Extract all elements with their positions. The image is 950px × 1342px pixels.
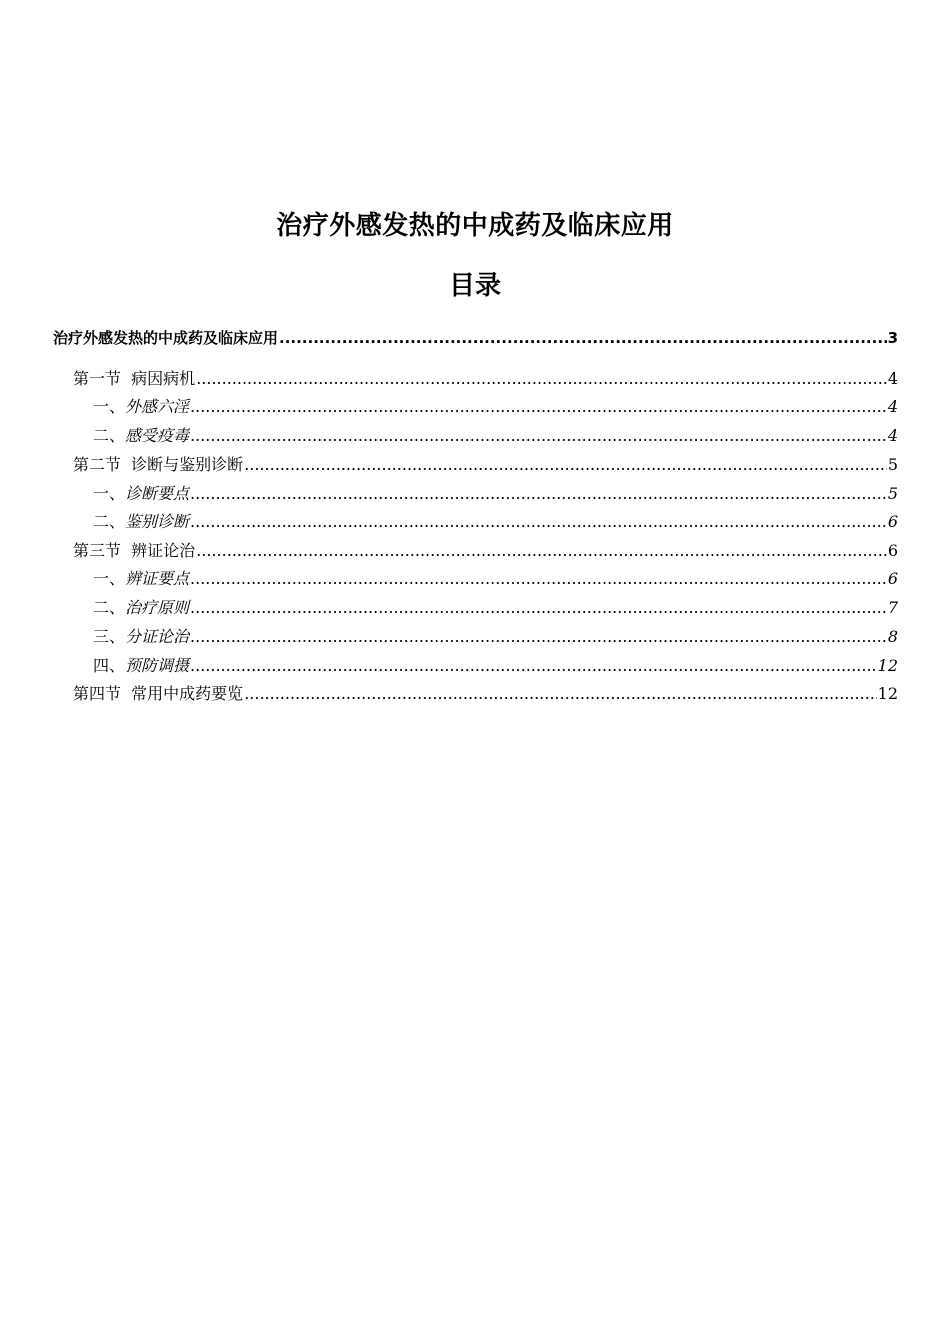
toc-entry-text: 预防调摄 xyxy=(125,656,190,675)
toc-entry-text: 鉴别诊断 xyxy=(125,512,190,531)
toc-entry-prefix: 三、 xyxy=(93,627,126,646)
toc-dot-leader xyxy=(196,369,887,389)
toc-entry-text: 外感六淫 xyxy=(125,397,190,416)
toc-entry-subsection[interactable] xyxy=(93,656,898,676)
toc-entry-subsection[interactable] xyxy=(93,484,898,504)
toc-entry-text: 辨证要点 xyxy=(125,569,190,588)
toc-entry-text: 分证论治 xyxy=(125,627,190,646)
toc-page-number: 12 xyxy=(877,684,898,703)
toc-entry-text: 第二节 诊断与鉴别诊断 xyxy=(73,455,244,474)
toc-entry-section[interactable] xyxy=(73,684,898,704)
toc-dot-leader xyxy=(190,656,877,676)
toc-dot-leader xyxy=(190,627,887,647)
toc-dot-leader xyxy=(190,598,887,618)
document-title: 治疗外感发热的中成药及临床应用 xyxy=(276,211,674,241)
toc-entry-section[interactable] xyxy=(73,369,898,389)
toc-entry-text: 第一节 病因病机 xyxy=(73,369,196,388)
toc-entry-text: 感受疫毒 xyxy=(125,426,190,445)
toc-page-number: 7 xyxy=(887,598,898,617)
toc-page-number: 6 xyxy=(887,541,898,560)
toc-dot-leader xyxy=(244,684,876,704)
toc-page-number: 5 xyxy=(887,455,898,474)
toc-dot-leader xyxy=(190,512,887,532)
toc-entry-prefix: 一、 xyxy=(93,397,126,416)
toc-entry-subsection[interactable] xyxy=(93,627,898,647)
toc-dot-leader xyxy=(190,397,887,417)
toc-dot-leader xyxy=(190,484,887,504)
toc-entry-subsection[interactable] xyxy=(93,426,898,446)
toc-entry-subsection[interactable] xyxy=(93,598,898,618)
toc-page-number: 8 xyxy=(887,627,898,646)
toc-entry-prefix: 二、 xyxy=(93,512,126,531)
toc-entry-subsection[interactable] xyxy=(93,569,898,589)
toc-entry-text: 第三节 辨证论治 xyxy=(73,541,196,560)
toc-dot-leader xyxy=(196,541,887,561)
toc-entry-text: 治疗原则 xyxy=(125,598,190,617)
toc-page-number: 4 xyxy=(887,426,898,445)
toc-entry-text: 诊断要点 xyxy=(125,484,190,503)
toc-entry-section[interactable] xyxy=(73,455,898,475)
toc-heading: 目录 xyxy=(448,271,501,301)
toc-entry-prefix: 一、 xyxy=(93,484,126,503)
toc-entry-text: 第四节 常用中成药要览 xyxy=(73,684,244,703)
toc-page-number: 6 xyxy=(887,569,898,588)
toc-page-number: 12 xyxy=(877,656,898,675)
toc-entry-section[interactable] xyxy=(73,541,898,561)
toc-page-number: 4 xyxy=(887,369,898,388)
toc-entry-prefix: 四、 xyxy=(93,656,126,675)
toc-entry-level1[interactable] xyxy=(53,328,898,348)
toc-entry-subsection[interactable] xyxy=(93,397,898,417)
toc-entry-prefix: 二、 xyxy=(93,426,126,445)
toc-page-number: 3 xyxy=(887,329,898,347)
toc-entry-prefix: 二、 xyxy=(93,598,126,617)
toc-dot-leader xyxy=(190,569,887,589)
toc-dot-leader xyxy=(279,328,887,348)
toc-entry-text: 治疗外感发热的中成药及临床应用 xyxy=(53,329,279,347)
toc-dot-leader xyxy=(244,455,887,475)
toc-entry-prefix: 一、 xyxy=(93,569,126,588)
toc-page-number: 6 xyxy=(887,512,898,531)
toc-dot-leader xyxy=(190,426,887,446)
toc-page-number: 5 xyxy=(887,484,898,503)
toc-page-number: 4 xyxy=(887,397,898,416)
toc-entry-subsection[interactable] xyxy=(93,512,898,532)
